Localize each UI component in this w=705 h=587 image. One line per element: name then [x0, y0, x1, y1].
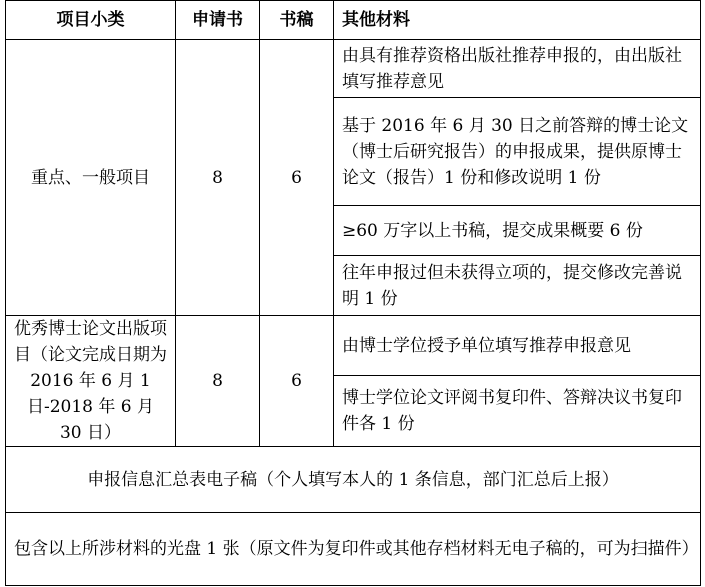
- table-row: [6, 447, 701, 513]
- manuscript-count: 6: [260, 316, 334, 447]
- table-row: [6, 513, 701, 586]
- header-row: [6, 1, 701, 40]
- category-cell: 重点、一般项目: [6, 40, 176, 316]
- material-item: 由具有推荐资格出版社推荐申报的，由出版社填写推荐意见: [334, 40, 701, 98]
- disc-row: 包含以上所涉材料的光盘 1 张（原文件为复印件或其他存档材料无电子稿的，可为扫描件）: [6, 513, 701, 586]
- material-item: 往年申报过但未获得立项的，提交修改完善说明 1 份: [334, 256, 701, 316]
- application-count: 8: [176, 40, 260, 316]
- summary-row: 申报信息汇总表电子稿（个人填写本人的 1 条信息，部门汇总后上报）: [6, 447, 701, 513]
- header-other-materials: 其他材料: [334, 1, 701, 40]
- material-item: ≥60 万字以上书稿，提交成果概要 6 份: [334, 206, 701, 256]
- material-item: 基于 2016 年 6 月 30 日之前答辩的博士论文（博士后研究报告）的申报成果，提供原博士论文（报告）1 份和修改说明 1 份: [334, 98, 701, 206]
- category-cell: 优秀博士论文出版项目（论文完成日期为 2016 年 6 月 1 日-2018 年 6 月 30 日）: [6, 316, 176, 447]
- table-row: [6, 40, 701, 98]
- material-item: 由博士学位授予单位填写推荐申报意见: [334, 316, 701, 376]
- header-application: 申请书: [176, 1, 260, 40]
- manuscript-count: 6: [260, 40, 334, 316]
- application-count: 8: [176, 316, 260, 447]
- table-row: [6, 316, 701, 376]
- header-manuscript: 书稿: [260, 1, 334, 40]
- header-category: 项目小类: [6, 1, 176, 40]
- material-item: 博士学位论文评阅书复印件、答辩决议书复印件各 1 份: [334, 376, 701, 447]
- materials-table: [5, 0, 701, 586]
